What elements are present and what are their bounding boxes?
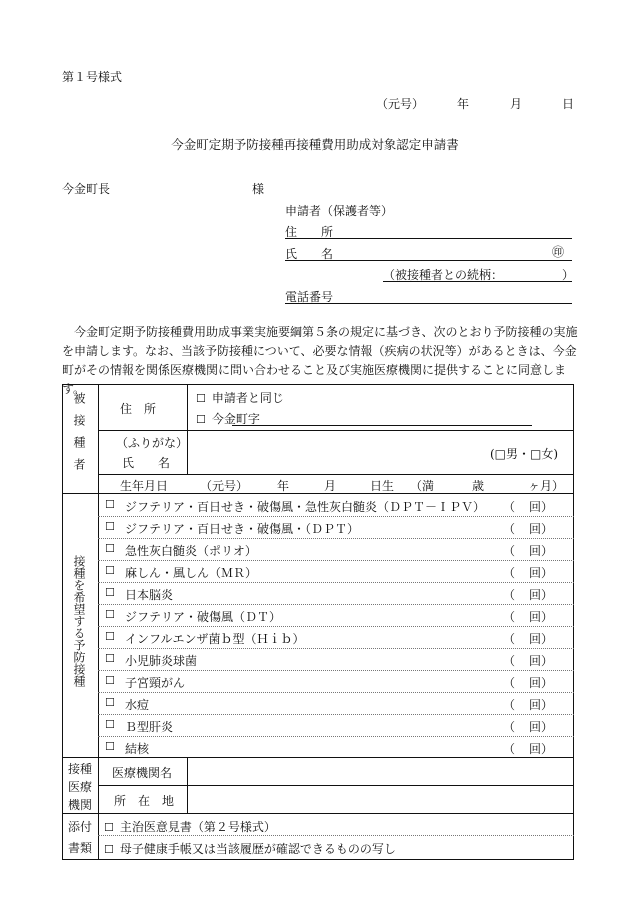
count-open: （ (503, 742, 516, 756)
dob-era: （元号） (200, 479, 249, 493)
vaccine-row[interactable] (99, 538, 573, 560)
seal-mark: ㊞ (552, 245, 565, 259)
vaccine-label: 急性灰白髄炎（ポリオ） (125, 544, 257, 558)
checkbox-icon[interactable]: ☐ (105, 498, 115, 511)
relation-close: ） (562, 268, 575, 282)
recipient-address-label: 住 所 (120, 402, 157, 416)
checkbox-icon[interactable]: ☐ (196, 413, 206, 426)
consent-paragraph: 今金町定期予防接種費用助成事業実施要綱第５条の規定に基づき、次のとおり予防接種の実施を申請します。なお、当該予防接種について、必要な情報（疾病の状況等）があるときは、今金町がその情報を関係医療機関に問い合わせること及び実施医療機関に提供することに同意します。 (62, 325, 578, 396)
applicant-heading: 申請者（保護者等） (285, 204, 394, 218)
phone-field[interactable] (285, 303, 572, 304)
vaccine-row[interactable] (99, 560, 573, 582)
checkbox-icon[interactable]: ☐ (105, 586, 115, 599)
clinic-address-label: 所 在 地 (114, 794, 175, 808)
date-year: 年 (457, 97, 470, 111)
recipient-section-header: 被接種者 (72, 392, 86, 480)
clinic-header-2: 医療 (68, 780, 93, 794)
vaccine-section-header: 接種を希望する予防接種 (72, 555, 86, 687)
vaccine-row[interactable] (99, 626, 573, 648)
vaccine-label: 日本脳炎 (125, 588, 174, 602)
count-close: 回） (529, 698, 554, 712)
count-close: 回） (529, 632, 554, 646)
count-open: （ (503, 522, 516, 536)
date-day: 日 (562, 97, 575, 111)
relation-label: （被接種者との続柄： (383, 268, 504, 282)
checkbox-icon[interactable]: ☐ (105, 564, 115, 577)
age-years: 歳 (472, 479, 485, 493)
vaccine-row[interactable] (99, 670, 573, 692)
count-close: 回） (529, 500, 554, 514)
vaccine-row[interactable] (99, 648, 573, 670)
attachment-item-label: 母子健康手帳又は当該履歴が確認できるものの写し (119, 842, 396, 856)
vaccine-row[interactable] (99, 582, 573, 604)
date-month: 月 (510, 97, 523, 111)
count-open: （ (503, 566, 516, 580)
dob-label: 生年月日 (120, 479, 169, 493)
checkbox-icon[interactable]: ☐ (105, 520, 115, 533)
checkbox-icon[interactable]: ☐ (105, 608, 115, 621)
page-title: 今金町定期予防接種再接種費用助成対象認定申請書 (171, 137, 459, 152)
checkbox-icon[interactable]: ☐ (105, 542, 115, 555)
count-close: 回） (529, 742, 554, 756)
dob-year: 年 (277, 479, 290, 493)
address-option-same[interactable] (196, 389, 284, 406)
clinic-name-label: 医療機関名 (112, 766, 173, 780)
count-close: 回） (529, 588, 554, 602)
count-open: （ (503, 544, 516, 558)
count-open: （ (503, 720, 516, 734)
clinic-name-field[interactable] (190, 759, 572, 783)
vaccine-row[interactable] (99, 736, 573, 758)
count-close: 回） (529, 720, 554, 734)
count-close: 回） (529, 676, 554, 690)
checkbox-icon[interactable]: ☐ (105, 652, 115, 665)
count-close: 回） (529, 566, 554, 580)
recipient-name-label: 氏 名 (122, 456, 171, 470)
vaccine-label: 子宮頸がん (125, 676, 186, 690)
phone-label: 電話番号 (285, 290, 334, 304)
checkbox-icon[interactable]: ☐ (105, 696, 115, 709)
attachments-header-2: 書類 (68, 841, 93, 855)
count-open: （ (503, 500, 516, 514)
count-close: 回） (529, 544, 554, 558)
applicant-name-field[interactable] (285, 260, 572, 261)
form-number: 第１号様式 (62, 70, 123, 84)
count-close: 回） (529, 610, 554, 624)
vaccine-label: ジフテリア・百日せき・破傷風・急性灰白髄炎（ＤＰＴ－ＩＰＶ） (125, 500, 486, 514)
age-open: （満 (410, 479, 435, 493)
vaccine-row[interactable] (99, 714, 573, 736)
attachment-item-label: 主治医意見書（第２号様式） (119, 820, 276, 834)
recipient-honorific: 様 (252, 182, 265, 196)
checkbox-icon[interactable]: ☐ (105, 718, 115, 731)
count-open: （ (503, 588, 516, 602)
applicant-address-label: 住 所 (285, 225, 334, 239)
attachments-header-1: 添付 (68, 820, 93, 834)
gender-select[interactable]: (□男・□女) (490, 447, 559, 461)
address-option-same-label: 申請者と同じ (211, 391, 284, 405)
count-open: （ (503, 654, 516, 668)
dob-day: 日生 (370, 479, 395, 493)
vaccine-label: 麻しん・風しん（ＭＲ） (125, 566, 258, 580)
checkbox-icon[interactable]: ☐ (104, 821, 114, 834)
clinic-address-field[interactable] (190, 787, 572, 811)
clinic-header-3: 機関 (68, 798, 93, 812)
checkbox-icon[interactable]: ☐ (105, 674, 115, 687)
vaccine-row[interactable] (99, 516, 573, 538)
vaccine-label: 結核 (125, 742, 150, 756)
vaccine-label: 水痘 (125, 698, 150, 712)
vaccine-row[interactable] (99, 494, 573, 516)
count-open: （ (503, 610, 516, 624)
date-era: （元号） (376, 97, 425, 111)
vaccine-label: インフルエンザ菌ｂ型（Ｈｉｂ） (125, 632, 305, 646)
furigana-label: （ふりがな） (116, 436, 189, 450)
applicant-name-label: 氏 名 (285, 247, 334, 261)
count-open: （ (503, 632, 516, 646)
vaccine-label: Ｂ型肝炎 (125, 720, 174, 734)
checkbox-icon[interactable]: ☐ (105, 630, 115, 643)
address-option-town-label: 今金町字 (211, 412, 260, 426)
attachment-item[interactable] (104, 840, 396, 857)
checkbox-icon[interactable]: ☐ (104, 843, 114, 856)
count-close: 回） (529, 522, 554, 536)
dob-month: 月 (324, 479, 337, 493)
recipient-name: 今金町長 (62, 182, 111, 196)
age-months: ヶ月） (528, 479, 565, 493)
vaccine-label: ジフテリア・破傷風（ＤＴ） (125, 610, 282, 624)
count-close: 回） (529, 654, 554, 668)
clinic-header-1: 接種 (68, 762, 93, 776)
count-open: （ (503, 698, 516, 712)
checkbox-icon[interactable]: ☐ (196, 392, 206, 405)
vaccine-label: ジフテリア・百日せき・破傷風・（ＤＰＴ） (125, 522, 360, 536)
relation-field[interactable] (383, 281, 572, 282)
checkbox-icon[interactable]: ☐ (105, 740, 115, 753)
attachment-item[interactable] (104, 818, 276, 835)
vaccine-row[interactable] (99, 692, 573, 714)
applicant-address-field[interactable] (285, 238, 572, 239)
count-open: （ (503, 676, 516, 690)
town-address-field[interactable] (232, 425, 532, 426)
vaccine-row[interactable] (99, 604, 573, 626)
vaccine-label: 小児肺炎球菌 (125, 654, 198, 668)
